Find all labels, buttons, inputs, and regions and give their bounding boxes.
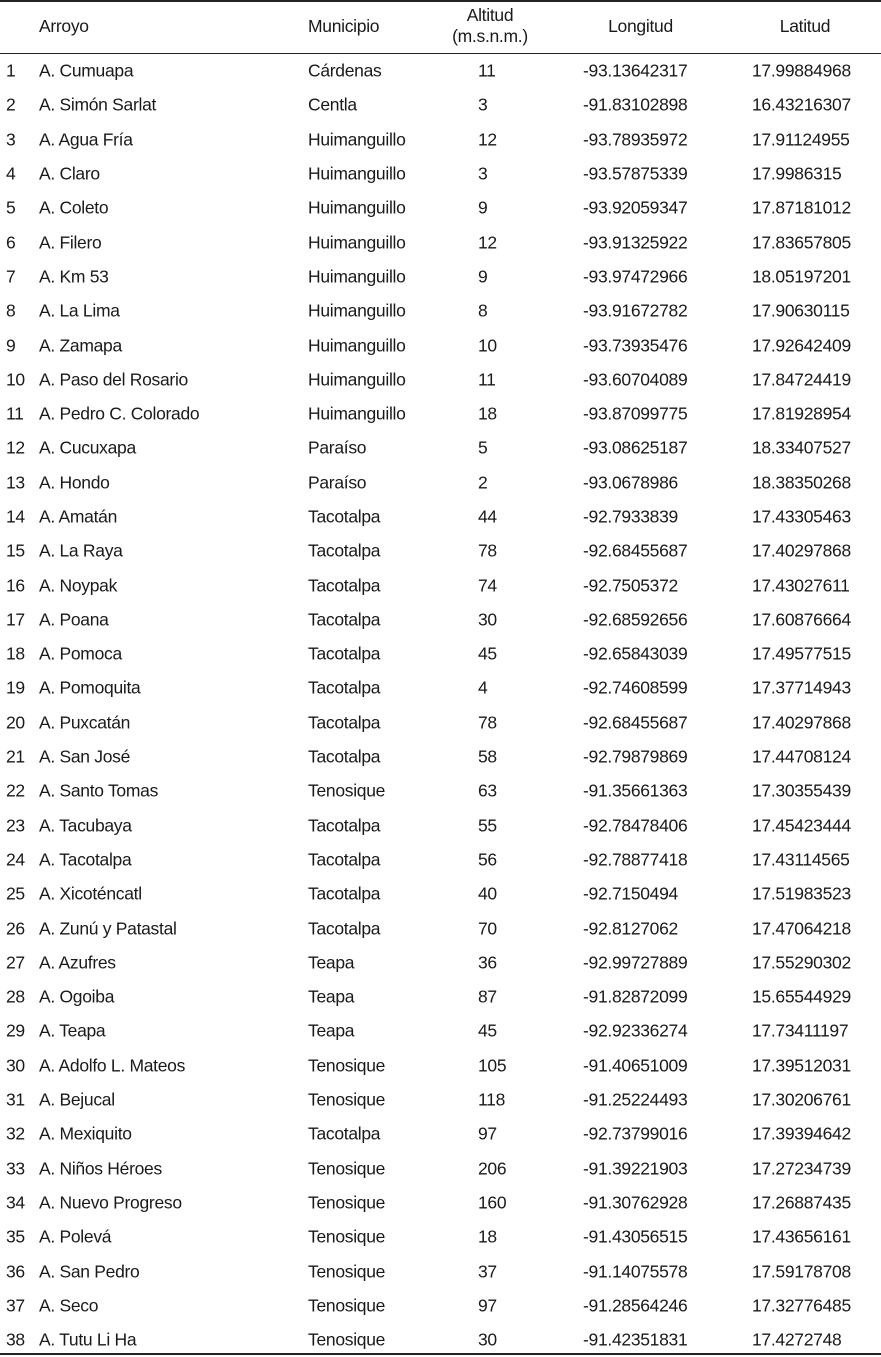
cell-municipio: Tacotalpa — [308, 849, 381, 870]
table-row — [0, 637, 881, 671]
table-bottom-rule — [0, 1353, 881, 1355]
cell-municipio: Huimanguillo — [308, 232, 406, 253]
cell-municipio: Tenosique — [308, 1192, 386, 1213]
row-number: 26 — [6, 918, 25, 939]
cell-arroyo: A. Amatán — [39, 506, 118, 527]
table-row — [0, 260, 881, 294]
cell-arroyo: A. San José — [39, 746, 131, 767]
table-row — [0, 123, 881, 157]
cell-latitud: 17.43305463 — [752, 506, 851, 527]
table-row — [0, 671, 881, 705]
cell-municipio: Teapa — [308, 986, 355, 1007]
table-row — [0, 534, 881, 568]
cell-altitud: 56 — [478, 849, 497, 870]
cell-longitud: -91.35661363 — [583, 780, 688, 801]
row-number: 19 — [6, 677, 25, 698]
row-number: 6 — [6, 232, 16, 253]
row-number: 22 — [6, 780, 25, 801]
table-row — [0, 1152, 881, 1186]
cell-longitud: -91.28564246 — [583, 1295, 688, 1316]
cell-arroyo: A. Azufres — [39, 952, 116, 973]
cell-latitud: 17.40297868 — [752, 540, 851, 561]
cell-municipio: Tacotalpa — [308, 1123, 381, 1144]
cell-longitud: -91.43056515 — [583, 1226, 688, 1247]
cell-latitud: 17.9986315 — [752, 163, 842, 184]
cell-arroyo: A. Xicoténcatl — [39, 883, 142, 904]
cell-latitud: 18.33407527 — [752, 437, 851, 458]
table-row — [0, 946, 881, 980]
header-arroyo: Arroyo — [39, 15, 89, 36]
cell-longitud: -92.78478406 — [583, 815, 688, 836]
cell-municipio: Cárdenas — [308, 60, 382, 81]
cell-longitud: -92.68455687 — [583, 540, 688, 561]
table-row — [0, 706, 881, 740]
cell-altitud: 3 — [478, 94, 488, 115]
row-number: 10 — [6, 369, 25, 390]
table-row — [0, 157, 881, 191]
cell-arroyo: A. Agua Fría — [39, 129, 133, 150]
table-row — [0, 191, 881, 225]
cell-latitud: 17.43114565 — [752, 849, 850, 870]
cell-municipio: Tenosique — [308, 780, 386, 801]
cell-latitud: 17.92642409 — [752, 335, 851, 356]
cell-longitud: -93.73935476 — [583, 335, 688, 356]
cell-arroyo: A. Simón Sarlat — [39, 94, 157, 115]
cell-arroyo: A. Tutu Li Ha — [39, 1329, 137, 1350]
cell-arroyo: A. Adolfo L. Mateos — [39, 1055, 186, 1076]
header-longitud: Longitud — [608, 15, 673, 36]
row-number: 8 — [6, 300, 16, 321]
cell-municipio: Tacotalpa — [308, 575, 381, 596]
cell-arroyo: A. Claro — [39, 163, 100, 184]
header-altitud-line1: Altitud — [466, 5, 514, 25]
cell-altitud: 36 — [478, 952, 497, 973]
cell-altitud: 40 — [478, 883, 497, 904]
cell-altitud: 55 — [478, 815, 497, 836]
header-altitud — [440, 0, 540, 52]
cell-latitud: 17.26887435 — [752, 1192, 851, 1213]
cell-arroyo: A. Bejucal — [39, 1089, 115, 1110]
row-number: 13 — [6, 472, 25, 493]
cell-longitud: -91.39221903 — [583, 1158, 688, 1179]
cell-latitud: 17.55290302 — [752, 952, 851, 973]
row-number: 12 — [6, 437, 25, 458]
table-row — [0, 1117, 881, 1151]
cell-arroyo: A. Mexiquito — [39, 1123, 132, 1144]
table-row — [0, 1186, 881, 1220]
table-row — [0, 1083, 881, 1117]
cell-longitud: -91.25224493 — [583, 1089, 688, 1110]
cell-longitud: -92.7933839 — [583, 506, 678, 527]
row-number: 37 — [6, 1295, 25, 1316]
cell-altitud: 30 — [478, 1329, 497, 1350]
cell-latitud: 17.40297868 — [752, 712, 851, 733]
cell-latitud: 17.44708124 — [752, 746, 851, 767]
cell-municipio: Huimanguillo — [308, 197, 406, 218]
cell-municipio: Paraíso — [308, 437, 367, 458]
row-number: 32 — [6, 1123, 25, 1144]
cell-arroyo: A. Ogoiba — [39, 986, 115, 1007]
table-row — [0, 397, 881, 431]
cell-latitud: 17.39512031 — [752, 1055, 851, 1076]
cell-latitud: 17.49577515 — [752, 643, 851, 664]
cell-municipio: Huimanguillo — [308, 335, 406, 356]
cell-latitud: 17.30355439 — [752, 780, 851, 801]
table-row — [0, 1254, 881, 1288]
row-number: 9 — [6, 335, 16, 356]
cell-altitud: 105 — [478, 1055, 507, 1076]
cell-longitud: -93.97472966 — [583, 266, 688, 287]
table-row — [0, 740, 881, 774]
row-number: 21 — [6, 746, 25, 767]
cell-longitud: -93.92059347 — [583, 197, 688, 218]
cell-latitud: 17.91124955 — [752, 129, 850, 150]
cell-arroyo: A. Santo Tomas — [39, 780, 159, 801]
table-row — [0, 1289, 881, 1323]
cell-longitud: -93.13642317 — [583, 60, 688, 81]
table-row — [0, 1014, 881, 1048]
cell-altitud: 10 — [478, 335, 497, 356]
cell-longitud: -92.68592656 — [583, 609, 688, 630]
cell-longitud: -92.68455687 — [583, 712, 688, 733]
cell-latitud: 17.90630115 — [752, 300, 850, 321]
cell-arroyo: A. Tacubaya — [39, 815, 132, 836]
cell-latitud: 17.39394642 — [752, 1123, 851, 1144]
cell-latitud: 18.38350268 — [752, 472, 851, 493]
cell-arroyo: A. Km 53 — [39, 266, 109, 287]
row-number: 17 — [6, 609, 25, 630]
cell-longitud: -92.7150494 — [583, 883, 678, 904]
cell-altitud: 78 — [478, 712, 497, 733]
table-row — [0, 911, 881, 945]
cell-latitud: 17.73411197 — [752, 1020, 849, 1041]
cell-altitud: 45 — [478, 1020, 497, 1041]
row-number: 20 — [6, 712, 25, 733]
cell-latitud: 17.27234739 — [752, 1158, 851, 1179]
table-row — [0, 88, 881, 122]
row-number: 5 — [6, 197, 16, 218]
cell-altitud: 206 — [478, 1158, 507, 1179]
row-number: 7 — [6, 266, 16, 287]
cell-longitud: -91.40651009 — [583, 1055, 688, 1076]
cell-latitud: 17.81928954 — [752, 403, 851, 424]
table-row — [0, 809, 881, 843]
cell-arroyo: A. Noypak — [39, 575, 118, 596]
cell-arroyo: A. Nuevo Progreso — [39, 1192, 182, 1213]
table-row — [0, 294, 881, 328]
row-number: 18 — [6, 643, 25, 664]
cell-municipio: Tacotalpa — [308, 918, 381, 939]
cell-altitud: 11 — [478, 369, 496, 390]
cell-longitud: -92.79879869 — [583, 746, 688, 767]
cell-municipio: Tacotalpa — [308, 643, 381, 664]
cell-municipio: Paraíso — [308, 472, 367, 493]
cell-arroyo: A. Cumuapa — [39, 60, 134, 81]
cell-municipio: Tenosique — [308, 1226, 386, 1247]
row-number: 35 — [6, 1226, 25, 1247]
cell-longitud: -93.57875339 — [583, 163, 688, 184]
cell-altitud: 45 — [478, 643, 497, 664]
cell-arroyo: A. Paso del Rosario — [39, 369, 188, 390]
cell-altitud: 12 — [478, 129, 497, 150]
cell-longitud: -93.0678986 — [583, 472, 678, 493]
cell-latitud: 17.45423444 — [752, 815, 851, 836]
cell-municipio: Tenosique — [308, 1089, 386, 1110]
table-row — [0, 466, 881, 500]
cell-arroyo: A. Filero — [39, 232, 102, 253]
cell-altitud: 63 — [478, 780, 497, 801]
table-row — [0, 980, 881, 1014]
cell-altitud: 3 — [478, 163, 488, 184]
table-row — [0, 225, 881, 259]
cell-altitud: 30 — [478, 609, 497, 630]
cell-municipio: Centla — [308, 94, 357, 115]
cell-latitud: 17.51983523 — [752, 883, 851, 904]
cell-arroyo: A. Puxcatán — [39, 712, 131, 733]
header-municipio: Municipio — [308, 15, 380, 36]
row-number: 14 — [6, 506, 25, 527]
cell-longitud: -93.08625187 — [583, 437, 688, 458]
cell-longitud: -93.60704089 — [583, 369, 688, 390]
cell-arroyo: A. Polevá — [39, 1226, 112, 1247]
row-number: 25 — [6, 883, 25, 904]
table-row — [0, 1323, 881, 1357]
cell-arroyo: A. Coleto — [39, 197, 109, 218]
cell-latitud: 17.37714943 — [752, 677, 851, 698]
cell-municipio: Tacotalpa — [308, 506, 381, 527]
row-number: 24 — [6, 849, 25, 870]
cell-municipio: Tacotalpa — [308, 883, 381, 904]
header-altitud-line2: (m.s.n.m.) — [452, 26, 528, 46]
cell-municipio: Tacotalpa — [308, 815, 381, 836]
cell-arroyo: A. Pedro C. Colorado — [39, 403, 200, 424]
row-number: 36 — [6, 1261, 25, 1282]
cell-longitud: -92.8127062 — [583, 918, 678, 939]
cell-altitud: 9 — [478, 197, 488, 218]
cell-longitud: -92.99727889 — [583, 952, 688, 973]
cell-longitud: -91.30762928 — [583, 1192, 688, 1213]
cell-altitud: 97 — [478, 1295, 497, 1316]
cell-latitud: 17.30206761 — [752, 1089, 851, 1110]
cell-latitud: 15.65544929 — [752, 986, 851, 1007]
row-number: 4 — [6, 163, 16, 184]
cell-longitud: -93.91325922 — [583, 232, 688, 253]
cell-longitud: -91.82872099 — [583, 986, 688, 1007]
row-number: 31 — [6, 1089, 25, 1110]
table-row — [0, 1220, 881, 1254]
cell-longitud: -92.74608599 — [583, 677, 688, 698]
table-row — [0, 363, 881, 397]
cell-arroyo: A. San Pedro — [39, 1261, 140, 1282]
cell-altitud: 97 — [478, 1123, 497, 1144]
cell-longitud: -91.14075578 — [583, 1261, 688, 1282]
row-number: 16 — [6, 575, 25, 596]
cell-arroyo: A. Hondo — [39, 472, 110, 493]
cell-altitud: 44 — [478, 506, 497, 527]
row-number: 23 — [6, 815, 25, 836]
cell-longitud: -93.78935972 — [583, 129, 688, 150]
cell-altitud: 2 — [478, 472, 488, 493]
table-row — [0, 54, 881, 88]
table-row — [0, 431, 881, 465]
row-number: 29 — [6, 1020, 25, 1041]
cell-latitud: 17.87181012 — [752, 197, 851, 218]
cell-altitud: 12 — [478, 232, 497, 253]
cell-latitud: 17.83657805 — [752, 232, 851, 253]
table-row — [0, 568, 881, 602]
cell-municipio: Huimanguillo — [308, 403, 406, 424]
cell-municipio: Tenosique — [308, 1055, 386, 1076]
cell-municipio: Teapa — [308, 952, 355, 973]
cell-arroyo: A. Zunú y Patastal — [39, 918, 177, 939]
cell-municipio: Huimanguillo — [308, 129, 406, 150]
cell-municipio: Tacotalpa — [308, 540, 381, 561]
cell-arroyo: A. Pomoca — [39, 643, 122, 664]
cell-altitud: 5 — [478, 437, 488, 458]
table-row — [0, 603, 881, 637]
cell-arroyo: A. Pomoquita — [39, 677, 141, 698]
cell-longitud: -91.42351831 — [583, 1329, 688, 1350]
cell-arroyo: A. Cucuxapa — [39, 437, 136, 458]
cell-latitud: 17.43027611 — [752, 575, 850, 596]
cell-latitud: 17.32776485 — [752, 1295, 851, 1316]
cell-longitud: -92.7505372 — [583, 575, 678, 596]
cell-altitud: 87 — [478, 986, 497, 1007]
cell-altitud: 160 — [478, 1192, 507, 1213]
cell-latitud: 17.4272748 — [752, 1329, 842, 1350]
cell-arroyo: A. Zamapa — [39, 335, 122, 356]
cell-arroyo: A. Niños Héroes — [39, 1158, 162, 1179]
cell-altitud: 78 — [478, 540, 497, 561]
cell-altitud: 74 — [478, 575, 497, 596]
table-row — [0, 1049, 881, 1083]
row-number: 15 — [6, 540, 25, 561]
cell-municipio: Teapa — [308, 1020, 355, 1041]
cell-latitud: 17.59178708 — [752, 1261, 851, 1282]
cell-longitud: -92.78877418 — [583, 849, 688, 870]
cell-arroyo: A. Poana — [39, 609, 109, 630]
header-latitud: Latitud — [779, 15, 831, 36]
cell-longitud: -91.83102898 — [583, 94, 688, 115]
cell-municipio: Huimanguillo — [308, 163, 406, 184]
cell-altitud: 11 — [478, 60, 496, 81]
cell-municipio: Tenosique — [308, 1158, 386, 1179]
table-row — [0, 328, 881, 362]
cell-altitud: 4 — [478, 677, 488, 698]
cell-municipio: Huimanguillo — [308, 300, 406, 321]
cell-longitud: -93.87099775 — [583, 403, 688, 424]
cell-arroyo: A. Teapa — [39, 1020, 106, 1041]
row-number: 27 — [6, 952, 25, 973]
cell-arroyo: A. La Raya — [39, 540, 123, 561]
row-number: 34 — [6, 1192, 25, 1213]
cell-altitud: 18 — [478, 403, 497, 424]
cell-altitud: 8 — [478, 300, 488, 321]
row-number: 30 — [6, 1055, 25, 1076]
cell-municipio: Tacotalpa — [308, 746, 381, 767]
cell-arroyo: A. La Lima — [39, 300, 120, 321]
cell-municipio: Tacotalpa — [308, 712, 381, 733]
cell-municipio: Tacotalpa — [308, 677, 381, 698]
cell-altitud: 58 — [478, 746, 497, 767]
table-row — [0, 774, 881, 808]
row-number: 38 — [6, 1329, 25, 1350]
cell-longitud: -92.92336274 — [583, 1020, 688, 1041]
cell-municipio: Tenosique — [308, 1295, 386, 1316]
cell-latitud: 17.60876664 — [752, 609, 851, 630]
cell-municipio: Tacotalpa — [308, 609, 381, 630]
cell-longitud: -92.73799016 — [583, 1123, 688, 1144]
row-number: 1 — [6, 60, 16, 81]
row-number: 33 — [6, 1158, 25, 1179]
row-number: 2 — [6, 94, 16, 115]
cell-municipio: Tenosique — [308, 1329, 386, 1350]
cell-latitud: 16.43216307 — [752, 94, 851, 115]
table-row — [0, 843, 881, 877]
cell-altitud: 37 — [478, 1261, 497, 1282]
cell-latitud: 17.99884968 — [752, 60, 851, 81]
cell-longitud: -93.91672782 — [583, 300, 688, 321]
cell-arroyo: A. Seco — [39, 1295, 99, 1316]
cell-latitud: 17.84724419 — [752, 369, 851, 390]
cell-latitud: 17.43656161 — [752, 1226, 851, 1247]
cell-municipio: Tenosique — [308, 1261, 386, 1282]
row-number: 3 — [6, 129, 16, 150]
cell-altitud: 118 — [478, 1089, 505, 1110]
cell-municipio: Huimanguillo — [308, 266, 406, 287]
cell-longitud: -92.65843039 — [583, 643, 688, 664]
table-body — [0, 54, 881, 1357]
table-row — [0, 877, 881, 911]
cell-altitud: 18 — [478, 1226, 497, 1247]
cell-altitud: 70 — [478, 918, 497, 939]
cell-arroyo: A. Tacotalpa — [39, 849, 132, 870]
cell-latitud: 17.47064218 — [752, 918, 851, 939]
cell-latitud: 18.05197201 — [752, 266, 851, 287]
row-number: 28 — [6, 986, 25, 1007]
row-number: 11 — [6, 403, 24, 424]
cell-municipio: Huimanguillo — [308, 369, 406, 390]
cell-altitud: 9 — [478, 266, 488, 287]
table-row — [0, 500, 881, 534]
